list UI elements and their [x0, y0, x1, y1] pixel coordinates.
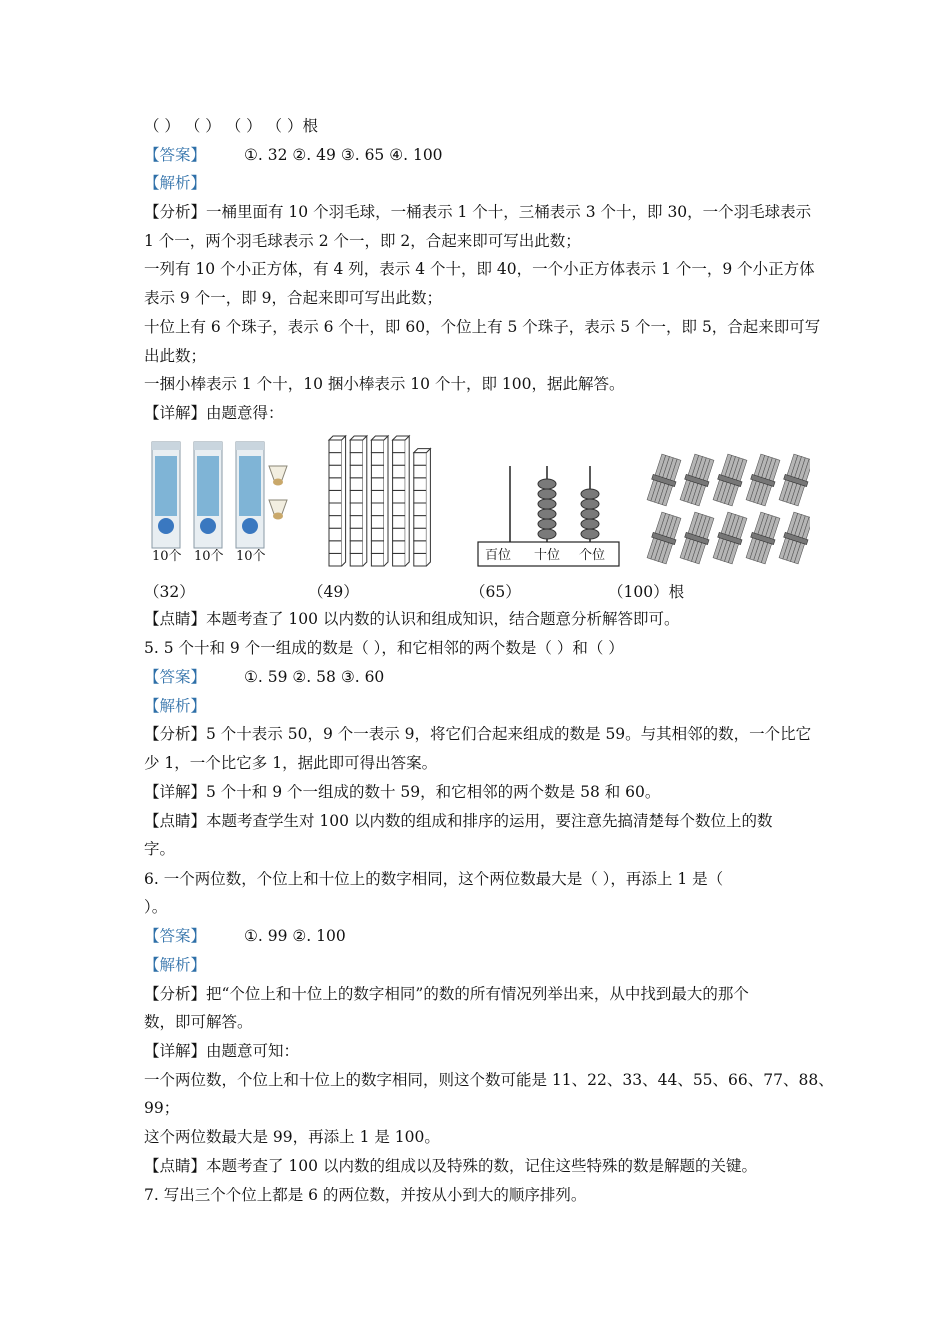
abacus-bead [538, 519, 556, 529]
cube [414, 503, 427, 516]
shuttlecock-tubes-figure [140, 436, 300, 568]
detail-line: 【详解】由题意得： [144, 404, 284, 422]
cube [371, 541, 384, 554]
shuttlecock-tube [152, 442, 180, 548]
cube-columns-figure [325, 432, 437, 572]
cube [393, 503, 406, 516]
answer-label: 【答案】 [144, 927, 207, 945]
cube [371, 553, 384, 566]
stick-bundle [711, 511, 749, 564]
analysis-label: 【解析】 [144, 697, 207, 715]
abacus-bead [581, 519, 599, 529]
abacus-figure [476, 462, 622, 568]
shuttlecock-tube [236, 442, 264, 548]
cube [371, 516, 384, 529]
cube [414, 453, 427, 466]
tube-label: 10个 [194, 549, 224, 564]
cube [371, 503, 384, 516]
abacus-bead [581, 509, 599, 519]
abacus-bead [538, 499, 556, 509]
cube [371, 440, 384, 453]
cube [329, 440, 342, 453]
cube [393, 528, 406, 541]
cube [350, 553, 363, 566]
answer-text: ①. 99 ②. 100 [244, 927, 346, 945]
cube [350, 516, 363, 529]
cube [393, 453, 406, 466]
analysis-line: 【分析】把“个位上和十位上的数字相同”的数的所有情况列举出来，从中找到最大的那个 [144, 985, 749, 1003]
cube [393, 478, 406, 491]
analysis-line: 【分析】一桶里面有 10 个羽毛球，一桶表示 1 个十，三桶表示 3 个十，即 30，一个羽毛球表示 [144, 203, 812, 221]
abacus-bead [538, 509, 556, 519]
cube-grid [329, 436, 430, 566]
q6-question: 6. 一个两位数，个位上和十位上的数字相同，这个两位数最大是（ ），再添上 1 是（ [144, 870, 724, 888]
q5-question: 5. 5 个十和 9 个一组成的数是（ ），和它相邻的两个数是（ ）和（ ） [144, 639, 624, 657]
figure-caption: （65） [470, 583, 521, 601]
figure-caption: （32） [144, 583, 195, 601]
cube [414, 490, 427, 503]
cube [414, 553, 427, 566]
stick-bundle [645, 453, 683, 506]
cube [329, 490, 342, 503]
analysis-label: 【解析】 [144, 174, 207, 192]
cube [393, 541, 406, 554]
cube [350, 453, 363, 466]
cube [350, 478, 363, 491]
detail-line: 【详解】5 个十和 9 个一组成的数十 59，和它相邻的两个数是 58 和 60。 [144, 783, 661, 801]
detail-line: 【详解】由题意可知： [144, 1042, 300, 1060]
cube [329, 453, 342, 466]
cube [329, 528, 342, 541]
abacus-bead [581, 489, 599, 499]
cube [414, 478, 427, 491]
analysis-line: 1 个一，两个羽毛球表示 2 个一，即 2，合起来即可写出此数； [144, 232, 581, 250]
q6-question: ）。 [144, 898, 168, 916]
cube [350, 541, 363, 554]
cube [350, 528, 363, 541]
stick-bundle [678, 453, 716, 506]
stick-bundle [711, 453, 749, 506]
abacus-bead [538, 489, 556, 499]
abacus-bead [581, 499, 599, 509]
stick-bundle [777, 453, 810, 506]
abacus-label: 个位 [578, 548, 606, 563]
dianjing-line: 【点睛】本题考查学生对 100 以内数的组成和排序的运用，要注意先搞清楚每个数位上的数 [144, 812, 773, 830]
q6-answer-row [144, 926, 346, 946]
dianjing-line: 【点睛】本题考查了 100 以内数的认识和组成知识，结合题意分析解答即可。 [144, 610, 680, 628]
top-blanks: （ ） （ ） （ ） （ ）根 [144, 117, 318, 135]
abacus-bead [538, 529, 556, 539]
cube [350, 465, 363, 478]
stick-bundle [744, 511, 782, 564]
abacus-bead [581, 529, 599, 539]
detail-line: 一个两位数，个位上和十位上的数字相同，则这个数可能是 11、22、33、44、55、66、77、88、 [144, 1071, 834, 1089]
answer-label: 【答案】 [144, 668, 207, 686]
analysis-line: 出此数； [144, 347, 207, 365]
cube [371, 490, 384, 503]
cube [329, 516, 342, 529]
bundle-group [645, 453, 810, 564]
dianjing-line: 字。 [144, 840, 176, 858]
analysis-label: 【解析】 [144, 956, 207, 974]
detail-line: 这个两位数最大是 99，再添上 1 是 100。 [144, 1128, 440, 1146]
analysis-line: 十位上有 6 个珠子，表示 6 个十，即 60，个位上有 5 个珠子，表示 5 个一，即 5，合起来即可写 [144, 318, 821, 336]
stick-bundles-figure [640, 450, 810, 570]
figure-caption: （100）根 [608, 583, 685, 601]
cube [393, 440, 406, 453]
tube-label: 10个 [236, 549, 266, 564]
analysis-line: 数，即可解答。 [144, 1013, 253, 1031]
cube [329, 541, 342, 554]
cube [414, 528, 427, 541]
analysis-line: 一列有 10 个小正方体，有 4 列，表示 4 个十，即 40，一个小正方体表示 1 个一，9 个小正方体 [144, 260, 815, 278]
stick-bundle [645, 511, 683, 564]
shuttlecock [269, 500, 287, 520]
cube [393, 490, 406, 503]
cube [350, 490, 363, 503]
cube [371, 478, 384, 491]
q4-answer-row [144, 145, 443, 165]
answer-text: ①. 32 ②. 49 ③. 65 ④. 100 [244, 146, 443, 164]
abacus-bead [538, 479, 556, 489]
cube [350, 440, 363, 453]
cube [393, 465, 406, 478]
analysis-line: 少 1，一个比它多 1，据此即可得出答案。 [144, 754, 438, 772]
stick-bundle [777, 511, 810, 564]
tube-label: 10个 [152, 549, 182, 564]
detail-line: 99； [144, 1099, 180, 1117]
cube [414, 541, 427, 554]
cube [329, 465, 342, 478]
analysis-line: 表示 9 个一，即 9，合起来即可写出此数； [144, 289, 443, 307]
cube [371, 528, 384, 541]
cube [393, 553, 406, 566]
cube [329, 503, 342, 516]
cube [371, 453, 384, 466]
abacus-label: 百位 [484, 548, 512, 563]
analysis-line: 【分析】5 个十表示 50，9 个一表示 9，将它们合起来组成的数是 59。与其相邻的数，一个比它 [144, 725, 812, 743]
cube [414, 465, 427, 478]
shuttlecock-tube [194, 442, 222, 548]
stick-bundle [744, 453, 782, 506]
q7-question: 7. 写出三个个位上都是 6 的两位数，并按从小到大的顺序排列。 [144, 1186, 587, 1204]
shuttlecock [269, 466, 287, 486]
stick-bundle [678, 511, 716, 564]
cube [350, 503, 363, 516]
figure-caption: （49） [308, 583, 359, 601]
q5-answer-row [144, 667, 384, 687]
dianjing-line: 【点睛】本题考查了 100 以内数的组成以及特殊的数，记住这些特殊的数是解题的关键。 [144, 1157, 757, 1175]
analysis-line: 一捆小棒表示 1 个十，10 捆小棒表示 10 个十，即 100，据此解答。 [144, 375, 625, 393]
cube [329, 553, 342, 566]
cube [414, 516, 427, 529]
cube [371, 465, 384, 478]
answer-label: 【答案】 [144, 146, 207, 164]
answer-text: ①. 59 ②. 58 ③. 60 [244, 668, 385, 686]
cube [329, 478, 342, 491]
cube [393, 516, 406, 529]
abacus-label: 十位 [533, 548, 561, 563]
